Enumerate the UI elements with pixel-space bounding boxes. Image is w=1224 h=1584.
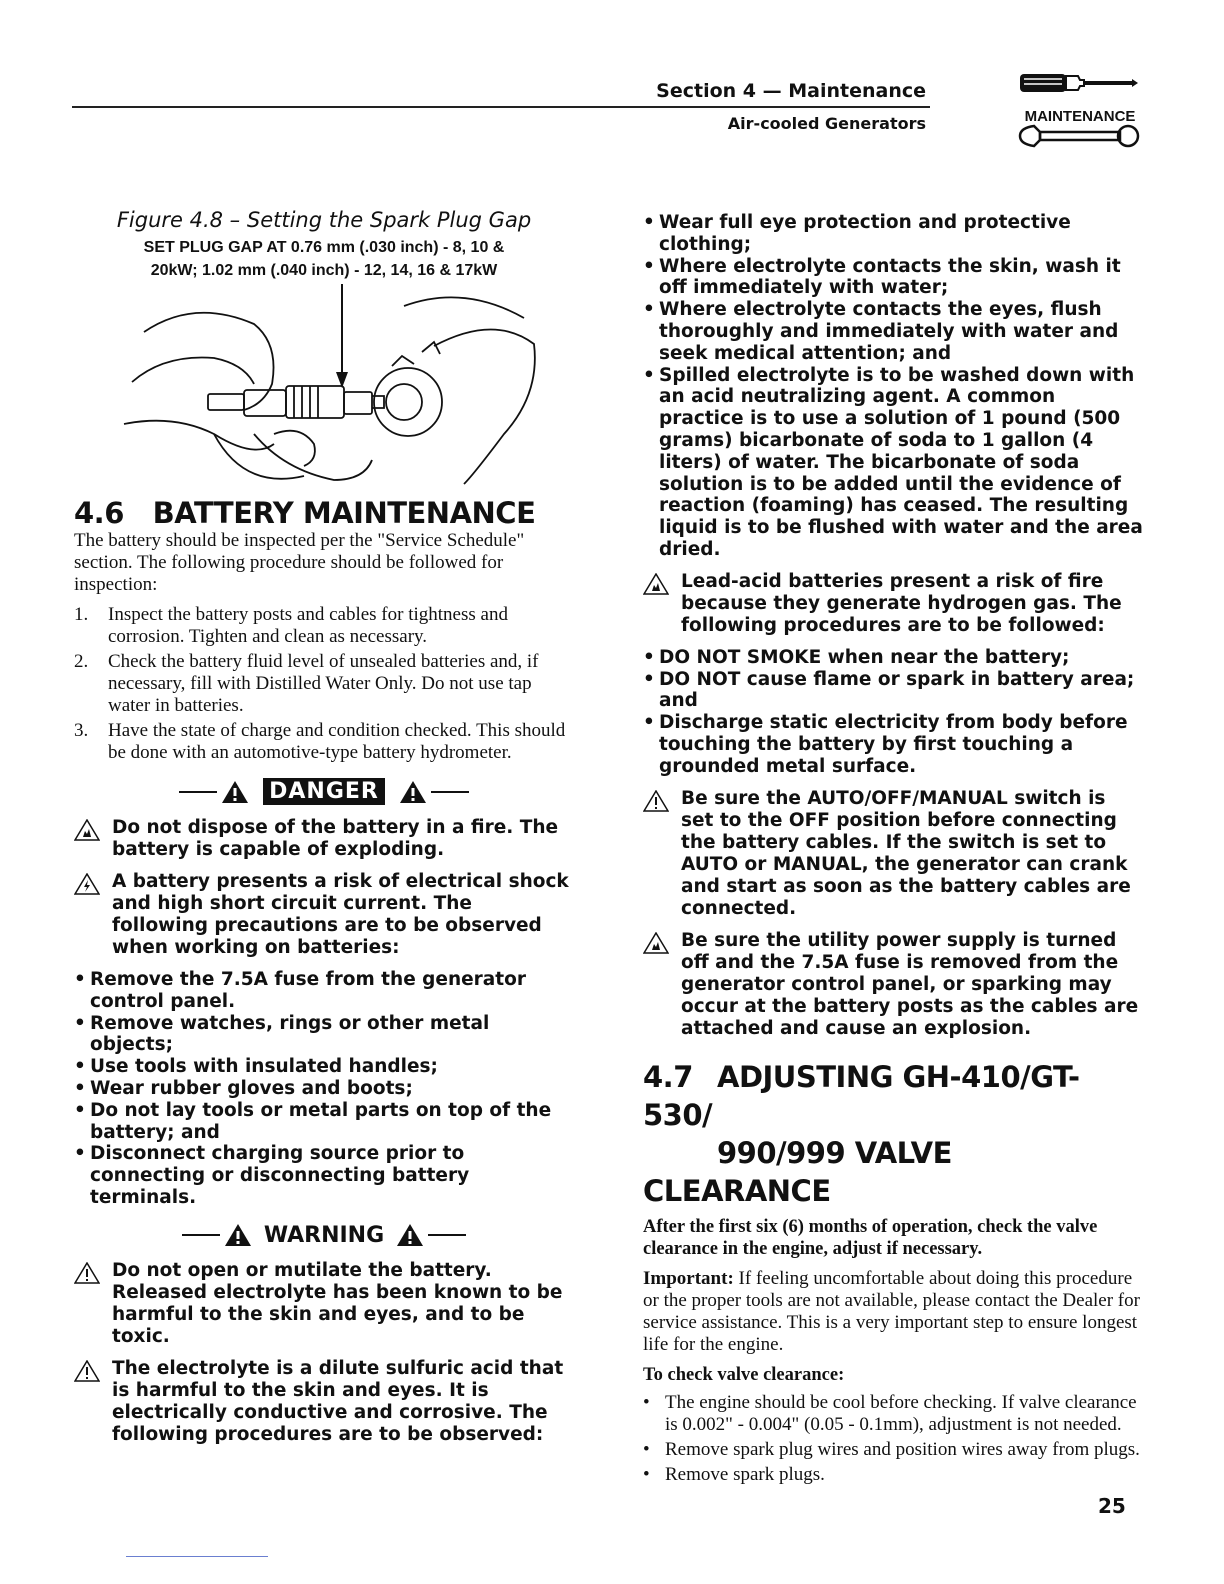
- list-item: • The engine should be cool before checking. If valve clearance is 0.002" - 0.004" (0.05 - 0.1mm), adjustment is not needed.: [643, 1391, 1137, 1435]
- danger-banner: [74, 778, 574, 805]
- warning-triangle-icon: [396, 1223, 424, 1247]
- list-item: • Disconnect charging source prior to connecting or disconnecting battery terminals.: [74, 1143, 470, 1208]
- explosion-warning-icon: [74, 819, 100, 841]
- warning-triangle-icon: [399, 780, 427, 804]
- list-item: • DO NOT cause flame or spark in battery area; and: [643, 668, 1135, 712]
- list-item: 1. Inspect the battery posts and cables for tightness and corrosion. Tighten and clean as necessary.: [74, 604, 508, 647]
- header-rule: [72, 106, 930, 108]
- warning-triangle-icon: [224, 1223, 252, 1247]
- list-item: • Where electrolyte contacts the skin, wash it off immediately with water;: [643, 255, 1121, 299]
- list-item: • Remove watches, rings or other metal objects;: [74, 1012, 490, 1056]
- list-item: 2. Check the battery fluid level of unsealed batteries and, if necessary, fill with Distilled Water Only. Do not use tap water in batteries.: [74, 651, 539, 716]
- section-title: Section 4 — Maintenance: [656, 80, 926, 102]
- list-item: • Do not lay tools or metal parts on top of the battery; and: [74, 1099, 552, 1143]
- figure-caption: Figure 4.8 – Setting the Spark Plug Gap: [116, 208, 532, 232]
- check-heading: To check valve clearance:: [643, 1364, 845, 1385]
- inspection-steps: [74, 604, 574, 764]
- check-steps: [643, 1392, 1143, 1486]
- list-item: • Wear rubber gloves and boots;: [74, 1077, 413, 1099]
- spark-plug-illustration: [104, 284, 544, 496]
- list-item: • DO NOT SMOKE when near the battery;: [643, 646, 1070, 668]
- list-item: • Spilled electrolyte is to be washed down with an acid neutralizing agent. A common practice is to use a solution of 1 pound (500 grams) bicarbonate of soda to 1 gallon (4 liters) of water. The bicarbonate of soda solution is to be added until the evidence of reaction (foaming) has ceased. The resulting liquid is to be flushed with water and the area dried.: [643, 364, 1143, 560]
- valve-intro: After the first six (6) months of operation, check the valve clearance in the engine, adjust if necessary.: [643, 1216, 1098, 1259]
- danger-fire: Do not dispose of the battery in a fire. The battery is capable of exploding.: [74, 817, 574, 861]
- list-item: • Remove the 7.5A fuse from the generator control panel.: [74, 969, 526, 1012]
- warning-banner: [74, 1223, 574, 1248]
- fire-hazard-note: Lead-acid batteries present a risk of fire because they generate hydrogen gas. The following procedures are to be followed:: [643, 571, 1143, 637]
- warning-electrolyte: The electrolyte is a dilute sulfuric acid that is harmful to the skin and eyes. It is electrically conductive and corrosive. The following procedures are to be observed:: [74, 1358, 574, 1446]
- electrolyte-procedures: [643, 212, 1143, 561]
- list-item: • Remove spark plugs.: [643, 1463, 825, 1485]
- maintenance-label: MAINTENANCE: [1024, 108, 1136, 125]
- switch-caution: Be sure the AUTO/OFF/MANUAL switch is set to the OFF position before connecting the battery cables. If the switch is set to AUTO or MANUAL, the generator can crank and start as soon as the battery cables are connected.: [643, 788, 1143, 920]
- warning-mutilate: Do not open or mutilate the battery. Released electrolyte has been known to be harmful to the skin and eyes, and to be toxic.: [74, 1260, 574, 1348]
- battery-precautions: [74, 969, 574, 1209]
- fire-procedures: [643, 647, 1143, 778]
- maintenance-badge: [1010, 66, 1150, 170]
- caution-icon: [74, 1262, 100, 1284]
- battery-intro: The battery should be inspected per the "Service Schedule" section. The following procedure should be followed for inspection:: [74, 530, 525, 595]
- caution-icon: [643, 790, 669, 812]
- list-item: • Wear full eye protection and protective clothing;: [643, 212, 1071, 255]
- important-note: Important: If feeling uncomfortable about doing this procedure or the proper tools are not available, please contact the Dealer for service assistance. This is a very important step to ensure longest life for the engine.: [643, 1267, 1140, 1355]
- warning-label: WARNING: [263, 1222, 385, 1248]
- explosion-warning-icon: [643, 573, 669, 595]
- list-item: • Remove spark plug wires and position wires away from plugs.: [643, 1438, 1140, 1460]
- valve-heading: 4.7 ADJUSTING GH-410/GT-530/ 990/999 VALVE CLEARANCE: [643, 1059, 1080, 1208]
- footer-link-line: [126, 1556, 268, 1557]
- danger-label: DANGER: [263, 778, 385, 805]
- figure-note-line1: SET PLUG GAP AT 0.76 mm (.030 inch) - 8, 10 &: [143, 239, 505, 256]
- explosion-warning-icon: [643, 932, 669, 954]
- battery-heading: 4.6 BATTERY MAINTENANCE: [74, 496, 536, 530]
- electric-shock-icon: [74, 873, 100, 895]
- danger-shock: A battery presents a risk of electrical shock and high short circuit current. The following precautions are to be observed when working on batteries:: [74, 871, 574, 959]
- caution-icon: [74, 1360, 100, 1382]
- figure-note-line2: 20kW; 1.02 mm (.040 inch) - 12, 14, 16 & 17kW: [150, 262, 498, 279]
- page-number: 25: [1098, 1494, 1126, 1518]
- utility-danger: Be sure the utility power supply is turned off and the 7.5A fuse is removed from the generator control panel, or sparking may occur at the battery posts as the cables are attached and cause an explosion.: [643, 930, 1143, 1040]
- list-item: • Where electrolyte contacts the eyes, flush thoroughly and immediately with water and seek medical attention; and: [643, 299, 1119, 364]
- warning-triangle-icon: [221, 780, 249, 804]
- list-item: 3. Have the state of charge and condition checked. This should be done with an automotive-type battery hydrometer.: [74, 720, 566, 763]
- list-item: • Discharge static electricity from body before touching the battery by first touching a grounded metal surface.: [643, 712, 1128, 777]
- list-item: • Use tools with insulated handles;: [74, 1056, 438, 1078]
- section-subtitle: Air-cooled Generators: [727, 114, 926, 133]
